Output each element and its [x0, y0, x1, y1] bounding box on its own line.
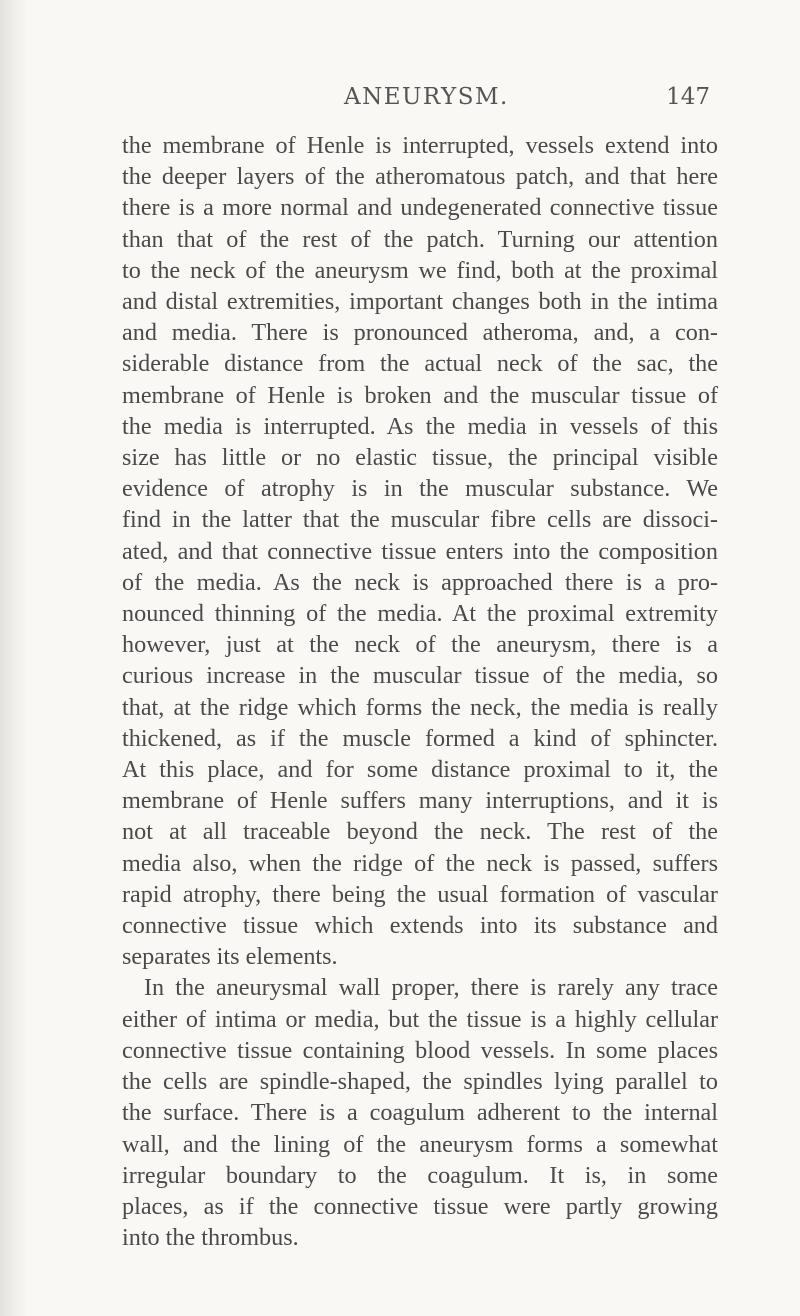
- text-line: connective tissue which extends into its substance and: [122, 912, 718, 940]
- running-title: ANEURYSM.: [344, 84, 509, 110]
- text-line: either of intima or media, but the tissue is a highly cellular: [122, 1005, 718, 1033]
- text-line: thickened, as if the muscle formed a kind of sphincter.: [122, 724, 718, 752]
- text-line: evidence of atrophy is in the muscular substance. We: [122, 475, 718, 503]
- text-line: curious increase in the muscular tissue of the media, so: [122, 662, 718, 690]
- text-line: separates its elements.: [122, 943, 338, 971]
- text-line: and media. There is pronounced atheroma, and, a con-: [122, 319, 718, 347]
- text-line: irregular boundary to the coagulum. It is, in some: [122, 1161, 718, 1189]
- text-line: there is a more normal and undegenerated connective tissue: [122, 194, 718, 222]
- body-text: [122, 130, 718, 1253]
- text-line: the surface. There is a coagulum adherent to the internal: [122, 1099, 718, 1127]
- text-line: to the neck of the aneurysm we find, both at the proximal: [122, 256, 718, 284]
- text-line: find in the latter that the muscular fibre cells are dissoci-: [122, 506, 718, 534]
- text-line: connective tissue containing blood vessels. In some places: [122, 1036, 718, 1064]
- text-line: than that of the rest of the patch. Turning our attention: [122, 225, 718, 253]
- paragraph-1: [122, 130, 718, 972]
- page-number: 147: [666, 84, 710, 110]
- text-line: At this place, and for some distance proximal to it, the: [122, 756, 718, 784]
- text-line: wall, and the lining of the aneurysm forms a somewhat: [122, 1130, 718, 1158]
- text-line: not at all traceable beyond the neck. The rest of the: [122, 818, 718, 846]
- page-edge-shadow: [0, 0, 28, 1316]
- running-header: [118, 84, 710, 118]
- text-line: siderable distance from the actual neck of the sac, the: [122, 350, 718, 378]
- text-line: membrane of Henle suffers many interruptions, and it is: [122, 787, 718, 815]
- text-line: media also, when the ridge of the neck is passed, suffers: [122, 849, 718, 877]
- text-line: and distal extremities, important changes both in the intima: [122, 288, 718, 316]
- paragraph-2: [122, 972, 718, 1253]
- text-line: into the thrombus.: [122, 1224, 299, 1252]
- text-line: the media is interrupted. As the media in vessels of this: [122, 412, 718, 440]
- text-line: rapid atrophy, there being the usual formation of vascular: [122, 880, 718, 908]
- text-line: nounced thinning of the media. At the proximal extremity: [122, 600, 718, 628]
- text-line: that, at the ridge which forms the neck, the media is really: [122, 693, 718, 721]
- text-line: the membrane of Henle is interrupted, vessels extend into: [122, 132, 718, 159]
- text-line: of the media. As the neck is approached there is a pro-: [122, 568, 718, 596]
- text-line: membrane of Henle is broken and the muscular tissue of: [122, 381, 718, 409]
- text-line: the cells are spindle-shaped, the spindles lying parallel to: [122, 1068, 718, 1096]
- text-line: size has little or no elastic tissue, the principal visible: [122, 444, 718, 472]
- text-line: the deeper layers of the atheromatous patch, and that here: [122, 163, 718, 191]
- text-line: In the aneurysmal wall proper, there is rarely any trace: [144, 974, 718, 1002]
- text-line: however, just at the neck of the aneurysm, there is a: [122, 631, 718, 659]
- text-line: places, as if the connective tissue were partly growing: [122, 1192, 718, 1220]
- text-line: ated, and that connective tissue enters into the composition: [122, 537, 718, 565]
